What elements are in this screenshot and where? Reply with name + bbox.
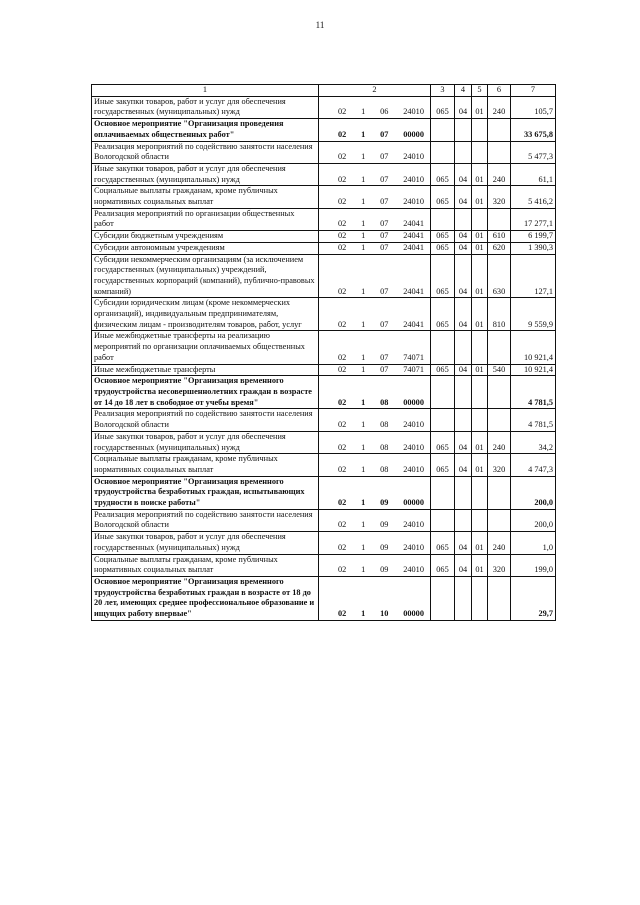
target-article-code-cell [319,163,431,185]
expense-type-cell: 620 [488,242,511,254]
code-part: 24010 [403,542,424,552]
grbs-cell: 065 [431,364,455,376]
code-part: 1 [361,219,366,229]
section-cell: 04 [455,298,472,331]
amount-cell: 1,0 [511,532,556,554]
target-article-code-cell [319,186,431,208]
table-row [92,119,556,141]
section-cell [455,119,472,141]
subsection-cell [472,476,488,509]
section-cell: 04 [455,532,472,554]
target-article-code-cell [319,554,431,576]
target-article-code-cell [319,231,431,243]
code-part: 07 [380,352,389,362]
code-part: 02 [338,242,347,252]
section-cell: 04 [455,96,472,118]
item-name-cell: Субсидии бюджетным учреждениям [92,231,319,243]
item-name-cell: Иные закупки товаров, работ и услуг для обеспечения государственных (муниципальных) нужд [92,431,319,453]
item-name-cell: Социальные выплаты гражданам, кроме публичных нормативных социальных выплат [92,554,319,576]
section-cell: 04 [455,231,472,243]
amount-cell: 10 921,4 [511,331,556,364]
code-part: 24010 [403,174,424,184]
grbs-cell [431,476,455,509]
amount-cell: 4 781,5 [511,376,556,409]
code-part: 02 [338,129,347,139]
grbs-cell: 065 [431,163,455,185]
header-cell: 2 [319,85,431,97]
grbs-cell [431,576,455,620]
code-part: 1 [361,107,366,117]
code-part: 09 [380,498,389,508]
budget-table [91,84,556,621]
header-cell: 4 [455,85,472,97]
grbs-cell: 065 [431,454,455,476]
item-name-cell: Субсидии юридическим лицам (кроме некоммерческих организаций), индивидуальным предпринимателям, физическим лицам - производителям товаров, работ, услуг [92,298,319,331]
code-part: 02 [338,442,347,452]
code-part: 07 [380,219,389,229]
item-name-cell: Субсидии автономным учреждениям [92,242,319,254]
code-part: 1 [361,520,366,530]
target-article-code-cell [319,141,431,163]
header-cell: 6 [488,85,511,97]
code-part: 1 [361,197,366,207]
code-part: 00000 [403,397,424,407]
subsection-cell: 01 [472,186,488,208]
code-part: 1 [361,242,366,252]
expense-type-cell [488,119,511,141]
table-row [92,476,556,509]
item-name-cell: Иные межбюджетные трансферты на реализацию мероприятий по организации оплачиваемых общественных работ [92,331,319,364]
code-part: 24010 [403,464,424,474]
code-part: 24010 [403,420,424,430]
amount-cell: 200,0 [511,509,556,531]
subsection-cell [472,409,488,431]
subsection-cell [472,576,488,620]
page-number: 11 [315,20,325,30]
code-part: 24010 [403,520,424,530]
code-part: 07 [380,129,389,139]
item-name-cell: Иные закупки товаров, работ и услуг для обеспечения государственных (муниципальных) нужд [92,163,319,185]
target-article-code-cell [319,364,431,376]
grbs-cell: 065 [431,186,455,208]
table-row [92,532,556,554]
table-row [92,409,556,431]
code-part: 09 [380,520,389,530]
code-part: 09 [380,565,389,575]
subsection-cell: 01 [472,163,488,185]
header-cell: 1 [92,85,319,97]
item-name-cell: Социальные выплаты гражданам, кроме публичных нормативных социальных выплат [92,454,319,476]
amount-cell: 105,7 [511,96,556,118]
code-part: 00000 [403,129,424,139]
table-row [92,576,556,620]
expense-type-cell [488,376,511,409]
table-row [92,298,556,331]
target-article-code-cell [319,242,431,254]
expense-type-cell: 240 [488,96,511,118]
expense-type-cell [488,208,511,230]
section-cell [455,509,472,531]
item-name-cell: Социальные выплаты гражданам, кроме публичных нормативных социальных выплат [92,186,319,208]
target-article-code-cell [319,254,431,298]
item-name-cell: Иные межбюджетные трансферты [92,364,319,376]
grbs-cell: 065 [431,96,455,118]
code-part: 02 [338,609,347,619]
target-article-code-cell [319,96,431,118]
subsection-cell [472,509,488,531]
section-cell [455,409,472,431]
target-article-code-cell [319,376,431,409]
code-part: 07 [380,364,389,374]
target-article-code-cell [319,409,431,431]
code-part: 02 [338,352,347,362]
code-part: 02 [338,498,347,508]
expense-type-cell: 610 [488,231,511,243]
table-row [92,141,556,163]
amount-cell: 200,0 [511,476,556,509]
code-part: 1 [361,542,366,552]
code-part: 10 [380,609,389,619]
code-part: 1 [361,152,366,162]
target-article-code-cell [319,298,431,331]
code-part: 02 [338,364,347,374]
code-part: 02 [338,397,347,407]
code-part: 1 [361,397,366,407]
target-article-code-cell [319,331,431,364]
section-cell: 04 [455,431,472,453]
target-article-code-cell [319,509,431,531]
code-part: 24010 [403,565,424,575]
code-part: 08 [380,442,389,452]
section-cell: 04 [455,454,472,476]
grbs-cell [431,331,455,364]
grbs-cell: 065 [431,554,455,576]
table-row [92,242,556,254]
expense-type-cell [488,576,511,620]
section-cell [455,476,472,509]
amount-cell: 1 390,3 [511,242,556,254]
code-part: 08 [380,397,389,407]
code-part: 02 [338,565,347,575]
code-part: 07 [380,197,389,207]
code-part: 07 [380,286,389,296]
code-part: 24010 [403,197,424,207]
subsection-cell: 01 [472,454,488,476]
item-name-cell: Субсидии некоммерческим организациям (за исключением государственных (муниципальных) учреждений, государственных корпораций (компаний), публично-правовых компаний) [92,254,319,298]
code-part: 24041 [403,219,424,229]
section-cell [455,576,472,620]
code-part: 02 [338,197,347,207]
grbs-cell [431,409,455,431]
grbs-cell: 065 [431,254,455,298]
expense-type-cell [488,509,511,531]
table-row [92,208,556,230]
subsection-cell: 01 [472,554,488,576]
code-part: 1 [361,129,366,139]
item-name-cell: Иные закупки товаров, работ и услуг для обеспечения государственных (муниципальных) нужд [92,96,319,118]
code-part: 1 [361,174,366,184]
code-part: 08 [380,420,389,430]
table-row [92,431,556,453]
subsection-cell [472,331,488,364]
amount-cell: 10 921,4 [511,364,556,376]
code-part: 07 [380,231,389,241]
amount-cell: 61,1 [511,163,556,185]
header-cell: 5 [472,85,488,97]
code-part: 08 [380,464,389,474]
code-part: 1 [361,420,366,430]
subsection-cell [472,141,488,163]
table-row [92,254,556,298]
grbs-cell [431,119,455,141]
subsection-cell: 01 [472,532,488,554]
grbs-cell: 065 [431,532,455,554]
item-name-cell: Реализация мероприятий по организации общественных работ [92,208,319,230]
code-part: 02 [338,520,347,530]
amount-cell: 5 477,3 [511,141,556,163]
expense-type-cell [488,331,511,364]
code-part: 24010 [403,107,424,117]
expense-type-cell: 320 [488,186,511,208]
code-part: 09 [380,542,389,552]
subsection-cell: 01 [472,298,488,331]
header-cell: 3 [431,85,455,97]
section-cell: 04 [455,364,472,376]
item-name-cell: Реализация мероприятий по содействию занятости населения Вологодской области [92,141,319,163]
table-row [92,231,556,243]
code-part: 1 [361,565,366,575]
code-part: 24041 [403,319,424,329]
amount-cell: 127,1 [511,254,556,298]
code-part: 1 [361,352,366,362]
table-row [92,454,556,476]
grbs-cell [431,376,455,409]
target-article-code-cell [319,454,431,476]
table-row [92,96,556,118]
table-row [92,376,556,409]
section-cell [455,141,472,163]
subsection-cell: 01 [472,96,488,118]
subsection-cell: 01 [472,254,488,298]
table-row [92,186,556,208]
amount-cell: 9 559,9 [511,298,556,331]
subsection-cell [472,376,488,409]
code-part: 1 [361,464,366,474]
item-name-cell: Основное мероприятие "Организация временного трудоустройства несовершеннолетних граждан в возрасте от 14 до 18 лет в свободное от учебы время" [92,376,319,409]
amount-cell: 6 199,7 [511,231,556,243]
table-row [92,509,556,531]
item-name-cell: Основное мероприятие "Организация временного трудоустройства безработных граждан, испытывающих трудности в поиске работы" [92,476,319,509]
code-part: 02 [338,152,347,162]
code-part: 02 [338,542,347,552]
code-part: 24041 [403,242,424,252]
expense-type-cell: 240 [488,532,511,554]
table-row [92,163,556,185]
section-cell: 04 [455,254,472,298]
item-name-cell: Реализация мероприятий по содействию занятости населения Вологодской области [92,409,319,431]
amount-cell: 199,0 [511,554,556,576]
code-part: 24041 [403,286,424,296]
item-name-cell: Основное мероприятие "Организация временного трудоустройства безработных граждан в возрасте от 18 до 20 лет, имеющих среднее профессиональное образование и ищущих работу впервые" [92,576,319,620]
code-part: 1 [361,231,366,241]
code-part: 1 [361,286,366,296]
expense-type-cell: 320 [488,554,511,576]
code-part: 02 [338,174,347,184]
code-part: 02 [338,464,347,474]
expense-type-cell [488,476,511,509]
code-part: 1 [361,498,366,508]
code-part: 1 [361,319,366,329]
code-part: 06 [380,107,389,117]
target-article-code-cell [319,532,431,554]
subsection-cell: 01 [472,364,488,376]
target-article-code-cell [319,119,431,141]
expense-type-cell: 240 [488,163,511,185]
item-name-cell: Иные закупки товаров, работ и услуг для обеспечения государственных (муниципальных) нужд [92,532,319,554]
code-part: 24010 [403,152,424,162]
target-article-code-cell [319,208,431,230]
code-part: 07 [380,174,389,184]
grbs-cell: 065 [431,242,455,254]
code-part: 1 [361,364,366,374]
grbs-cell [431,141,455,163]
item-name-cell: Реализация мероприятий по содействию занятости населения Вологодской области [92,509,319,531]
code-part: 1 [361,609,366,619]
code-part: 02 [338,231,347,241]
table-header-row [92,85,556,97]
amount-cell: 4 747,3 [511,454,556,476]
code-part: 07 [380,242,389,252]
amount-cell: 5 416,2 [511,186,556,208]
subsection-cell [472,208,488,230]
section-cell: 04 [455,554,472,576]
amount-cell: 4 781,5 [511,409,556,431]
grbs-cell [431,509,455,531]
target-article-code-cell [319,431,431,453]
subsection-cell [472,119,488,141]
table-row [92,364,556,376]
code-part: 07 [380,152,389,162]
target-article-code-cell [319,576,431,620]
grbs-cell [431,208,455,230]
expense-type-cell [488,409,511,431]
expense-type-cell: 540 [488,364,511,376]
expense-type-cell: 810 [488,298,511,331]
amount-cell: 33 675,8 [511,119,556,141]
code-part: 02 [338,319,347,329]
code-part: 00000 [403,498,424,508]
code-part: 02 [338,286,347,296]
item-name-cell: Основное мероприятие "Организация проведения оплачиваемых общественных работ" [92,119,319,141]
section-cell: 04 [455,186,472,208]
expense-type-cell: 630 [488,254,511,298]
section-cell [455,376,472,409]
table-row [92,554,556,576]
expense-type-cell: 240 [488,431,511,453]
amount-cell: 29,7 [511,576,556,620]
section-cell [455,208,472,230]
code-part: 1 [361,442,366,452]
subsection-cell: 01 [472,242,488,254]
code-part: 00000 [403,609,424,619]
section-cell [455,331,472,364]
code-part: 74071 [403,352,424,362]
target-article-code-cell [319,476,431,509]
code-part: 07 [380,319,389,329]
section-cell: 04 [455,242,472,254]
subsection-cell: 01 [472,431,488,453]
amount-cell: 17 277,1 [511,208,556,230]
code-part: 02 [338,219,347,229]
expense-type-cell [488,141,511,163]
code-part: 74071 [403,364,424,374]
code-part: 24010 [403,442,424,452]
code-part: 02 [338,420,347,430]
section-cell: 04 [455,163,472,185]
code-part: 02 [338,107,347,117]
grbs-cell: 065 [431,431,455,453]
subsection-cell: 01 [472,231,488,243]
amount-cell: 34,2 [511,431,556,453]
grbs-cell: 065 [431,231,455,243]
grbs-cell: 065 [431,298,455,331]
code-part: 24041 [403,231,424,241]
header-cell: 7 [511,85,556,97]
table-row [92,331,556,364]
expense-type-cell: 320 [488,454,511,476]
